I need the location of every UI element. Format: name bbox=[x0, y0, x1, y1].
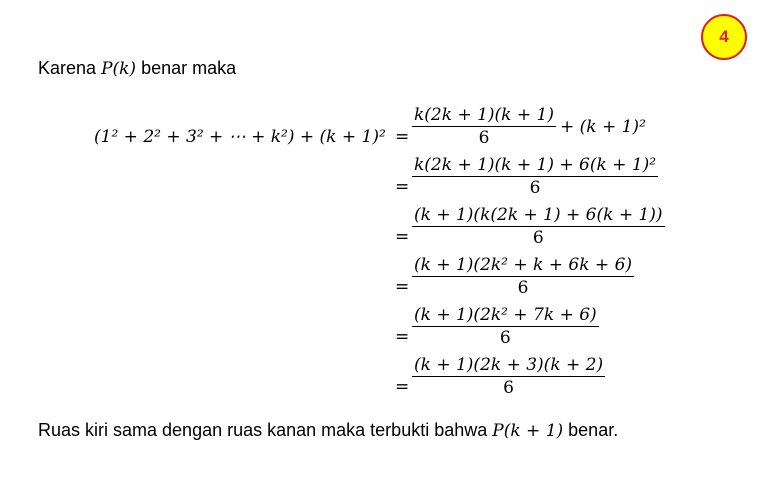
intro-rest: benar maka bbox=[141, 58, 237, 78]
fraction-suffix: + (k + 1)² bbox=[559, 116, 646, 137]
fraction-numerator: k(2k + 1)(k + 1) + 6(k + 1)² bbox=[414, 155, 657, 175]
equals-sign: = bbox=[395, 327, 410, 347]
slide-number-badge bbox=[701, 14, 747, 60]
equation-rhs bbox=[412, 254, 634, 299]
fraction bbox=[412, 154, 658, 199]
equals-sign: = bbox=[395, 177, 410, 197]
fraction bbox=[412, 204, 665, 249]
equation-lhs: (1² + 2² + 3² + ⋯ + k²) + (k + 1)² bbox=[94, 127, 386, 147]
intro-symbol: P(k) bbox=[101, 59, 137, 79]
conclusion-sentence bbox=[38, 420, 618, 441]
equals-sign: = bbox=[395, 277, 410, 297]
intro-text: Karena bbox=[38, 58, 97, 78]
fraction-numerator: k(2k + 1)(k + 1) bbox=[414, 105, 554, 125]
fraction bbox=[412, 254, 634, 299]
fraction-numerator: (k + 1)(2k² + 7k + 6) bbox=[414, 305, 597, 325]
conclusion-text: Ruas kiri sama dengan ruas kanan maka terbukti bahwa bbox=[38, 420, 488, 440]
equals-sign: = bbox=[395, 227, 410, 247]
fraction-denominator: 6 bbox=[412, 326, 599, 349]
equation-rhs bbox=[412, 104, 646, 149]
slide-number: 4 bbox=[719, 27, 729, 46]
equals-sign: = bbox=[395, 127, 410, 147]
fraction-numerator: (k + 1)(k(2k + 1) + 6(k + 1)) bbox=[414, 205, 663, 225]
equation-rhs bbox=[412, 354, 605, 399]
fraction bbox=[412, 354, 605, 399]
fraction bbox=[412, 304, 599, 349]
equation-rhs bbox=[412, 304, 599, 349]
conclusion-symbol: P(k + 1) bbox=[492, 421, 564, 441]
fraction-numerator: (k + 1)(2k + 3)(k + 2) bbox=[414, 355, 604, 375]
fraction-denominator: 6 bbox=[412, 126, 556, 149]
fraction bbox=[412, 104, 556, 149]
conclusion-rest: benar. bbox=[568, 420, 619, 440]
fraction-denominator: 6 bbox=[412, 176, 658, 199]
fraction-denominator: 6 bbox=[412, 276, 634, 299]
equation-rhs bbox=[412, 204, 665, 249]
intro-sentence bbox=[38, 58, 236, 79]
fraction-numerator: (k + 1)(2k² + k + 6k + 6) bbox=[414, 255, 633, 275]
equals-sign: = bbox=[395, 377, 410, 397]
equation-rhs bbox=[412, 154, 658, 199]
fraction-denominator: 6 bbox=[412, 226, 665, 249]
fraction-denominator: 6 bbox=[412, 376, 605, 399]
